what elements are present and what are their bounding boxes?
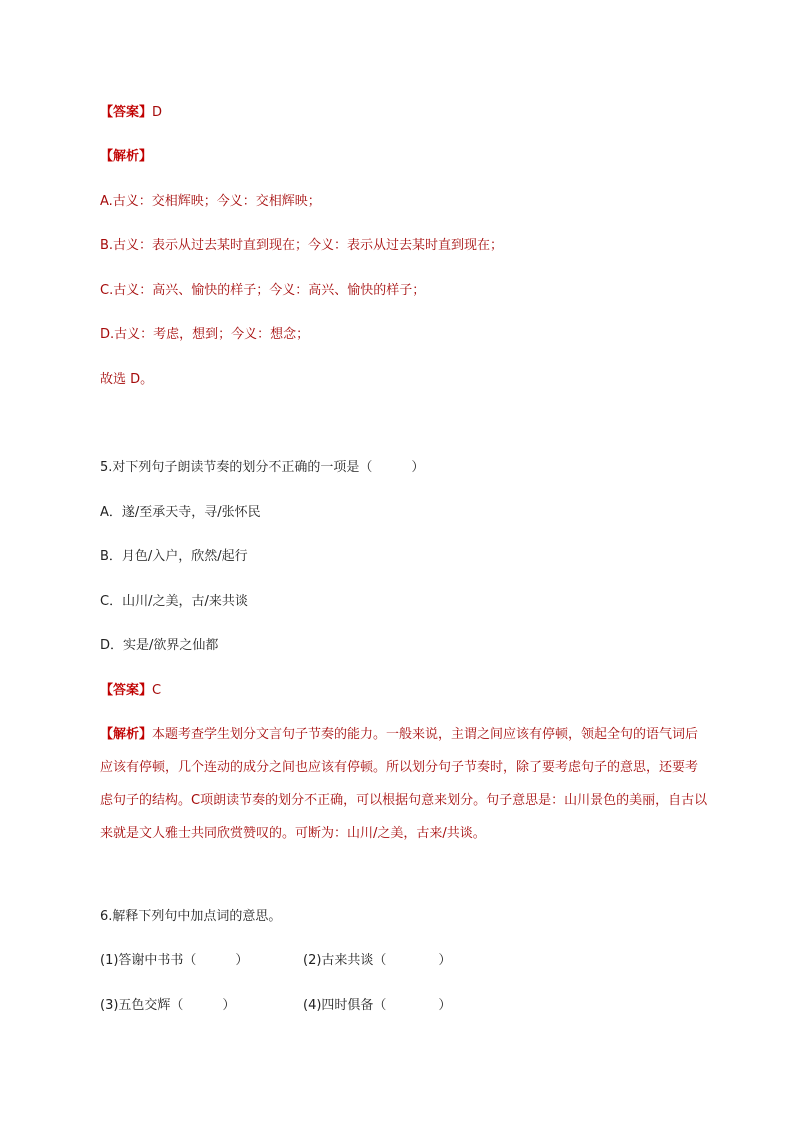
q6-stem: 6.解释下列句中加点词的意思。 bbox=[100, 909, 282, 924]
q6-item-2: (2)古来共谈（ ） bbox=[303, 953, 452, 968]
q5-answer bbox=[100, 682, 161, 700]
q5-analysis-text: 本题考查学生划分文言句子节奏的能力。一般来说，主谓之间应该有停顿，领起全句的语气词后应该有停顿，几个连动的成分之间也应该有停顿。所以划分句子节奏时，除了要考虑句子的意思，还要考虑句子的结构。C项朗读节奏的划分不正确，可以根据句意来划分。句子意思是：山川景色的美丽，自古以来就是文人雅士共同欣赏赞叹的。可断为：山川/之美，古来/共谈。 bbox=[100, 727, 708, 841]
q5-analysis bbox=[100, 718, 710, 850]
q5-option-b: B．月色/入户，欣然/起行 bbox=[100, 549, 248, 564]
q4-analysis-line-a: A.古义：交相辉映；今义：交相辉映； bbox=[100, 194, 321, 209]
q6-item-4: (4)四时俱备（ ） bbox=[303, 998, 452, 1013]
q5-analysis-label: 【解析】 bbox=[100, 727, 153, 742]
q5-option-c: C．山川/之美，古/来共谈 bbox=[100, 594, 248, 609]
q5-option-d: D．实是/欲界之仙都 bbox=[100, 638, 219, 653]
q4-analysis-label: 【解析】 bbox=[100, 149, 153, 164]
q4-analysis-line-b: B.古义：表示从过去某时直到现在；今义：表示从过去某时直到现在； bbox=[100, 238, 504, 253]
q4-analysis-line-d: D.古义：考虑，想到；今义：想念； bbox=[100, 327, 310, 342]
q4-analysis-line-c: C.古义：高兴、愉快的样子；今义：高兴、愉快的样子； bbox=[100, 283, 426, 298]
q5-answer-label: 【答案】 bbox=[100, 683, 153, 698]
q5-option-a: A．遂/至承天寺，寻/张怀民 bbox=[100, 505, 261, 520]
q4-answer bbox=[100, 104, 162, 122]
q6-item-3: (3)五色交辉（ ） bbox=[100, 998, 236, 1013]
q5-stem: 5.对下列句子朗读节奏的划分不正确的一项是（ ） bbox=[100, 460, 425, 475]
q6-item-1: (1)答谢中书书（ ） bbox=[100, 953, 249, 968]
q4-answer-value: D bbox=[152, 105, 163, 120]
q4-conclusion: 故选 D。 bbox=[100, 372, 154, 387]
q4-answer-label: 【答案】 bbox=[100, 105, 153, 120]
q5-answer-value: C bbox=[152, 683, 162, 698]
